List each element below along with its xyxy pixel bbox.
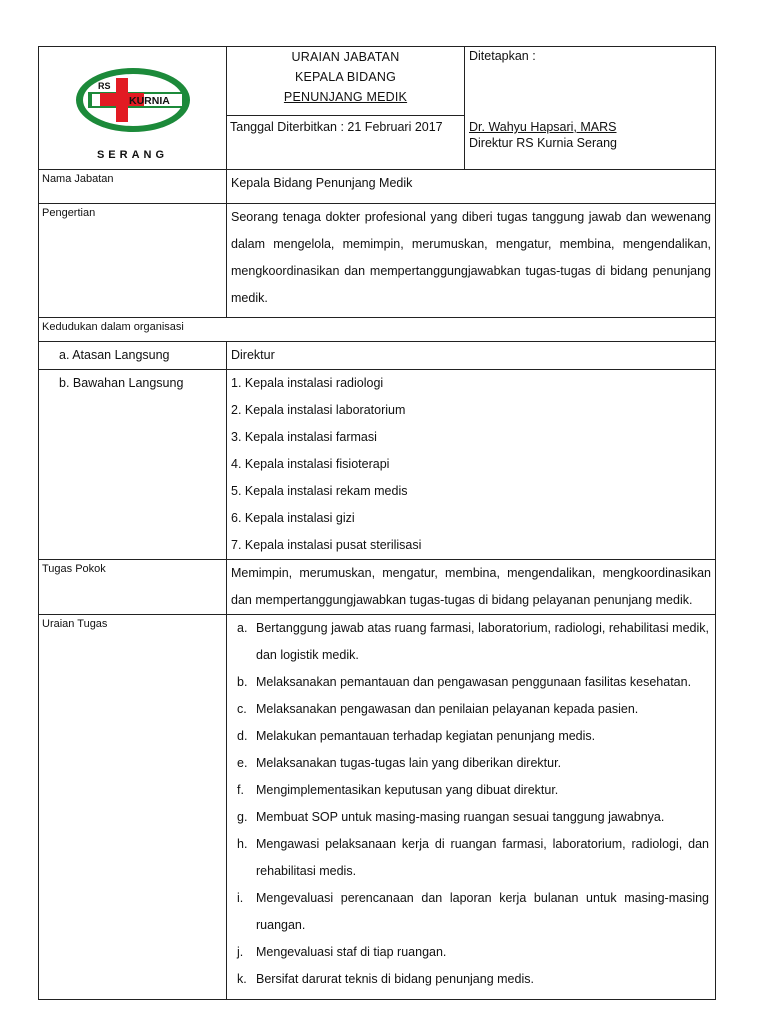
list-item: d. Melakukan pemantauan terhadap kegiatan penunjang medis. xyxy=(237,729,596,743)
list-item: j. Mengevaluasi staf di tiap ruangan. xyxy=(237,945,447,959)
nama-jabatan-label: Nama Jabatan xyxy=(39,170,227,204)
logo-city: SERANG xyxy=(96,149,169,161)
job-description-table xyxy=(38,46,716,1000)
atasan-label: a. Atasan Langsung xyxy=(39,342,227,370)
kedudukan-label: Kedudukan dalam organisasi xyxy=(39,318,716,342)
signer-title: Direktur RS Kurnia Serang xyxy=(469,136,617,150)
list-item: 4. Kepala instalasi fisioterapi xyxy=(231,457,390,471)
uraian-tugas-label: Uraian Tugas xyxy=(39,615,227,1000)
svg-text:RS: RS xyxy=(97,81,111,91)
uraian-tugas-list xyxy=(227,615,716,1000)
approval-cell xyxy=(465,47,716,170)
list-item: 3. Kepala instalasi farmasi xyxy=(231,430,377,444)
bawahan-list xyxy=(227,370,716,560)
nama-jabatan-value: Kepala Bidang Penunjang Medik xyxy=(227,170,716,204)
list-item: k. Bersifat darurat teknis di bidang penunjang medis. xyxy=(237,972,534,986)
list-item: e. Melaksanakan tugas-tugas lain yang diberikan direktur. xyxy=(237,756,562,770)
rs-kurnia-logo xyxy=(68,60,198,146)
pengertian-value: Seorang tenaga dokter profesional yang diberi tugas tanggung jawab dan wewenang dalam mengelola, memimpin, merumuskan, mengatur, membina, mengendalikan, mengkoordinasikan dan mempertanggungjawabkan tugas-tugas di bidang penunjang medik. xyxy=(227,204,716,318)
list-item: b. Melaksanakan pemantauan dan pengawasan penggunaan fasilitas kesehatan. xyxy=(237,675,692,689)
tugas-pokok-value: Memimpin, merumuskan, mengatur, membina, mengendalikan, mengkoordinasikan dan mempertanggungjawabkan tugas-tugas di bidang pelayanan penunjang medik. xyxy=(227,560,716,615)
list-item: g. Membuat SOP untuk masing-masing ruangan sesuai tanggung jawabnya. xyxy=(237,810,665,824)
job-description-document xyxy=(38,46,715,1000)
bawahan-label: b. Bawahan Langsung xyxy=(39,370,227,560)
logo-cell xyxy=(39,47,227,170)
title-cell xyxy=(227,47,465,170)
list-item: 5. Kepala instalasi rekam medis xyxy=(231,484,408,498)
set-label: Ditetapkan : xyxy=(469,49,536,63)
list-item: i. Mengevaluasi perencanaan dan laporan kerja bulanan untuk masing-masing ruangan. xyxy=(237,891,709,932)
list-item: 1. Kepala instalasi radiologi xyxy=(231,376,384,390)
document-title: URAIAN JABATAN KEPALA BIDANG PENUNJANG MEDIK xyxy=(283,50,408,104)
tugas-pokok-label: Tugas Pokok xyxy=(39,560,227,615)
list-item: 6. Kepala instalasi gizi xyxy=(231,511,355,525)
list-item: a. Bertanggung jawab atas ruang farmasi, laboratorium, radiologi, rehabilitasi medik, dan logistik medik. xyxy=(237,621,709,662)
list-item: h. Mengawasi pelaksanaan kerja di ruangan farmasi, laboratorium, radiologi, dan rehabilitasi medis. xyxy=(237,837,709,878)
list-item: 2. Kepala instalasi laboratorium xyxy=(231,403,406,417)
atasan-value: Direktur xyxy=(227,342,716,370)
signer-name: Dr. Wahyu Hapsari, MARS xyxy=(469,120,617,134)
list-item: c. Melaksanakan pengawasan dan penilaian pelayanan kepada pasien. xyxy=(237,702,639,716)
issue-date: Tanggal Diterbitkan : 21 Februari 2017 xyxy=(227,115,464,158)
list-item: 7. Kepala instalasi pusat sterilisasi xyxy=(231,538,422,552)
svg-text:KURNIA: KURNIA xyxy=(128,95,170,107)
pengertian-label: Pengertian xyxy=(39,204,227,318)
list-item: f. Mengimplementasikan keputusan yang dibuat direktur. xyxy=(237,783,559,797)
